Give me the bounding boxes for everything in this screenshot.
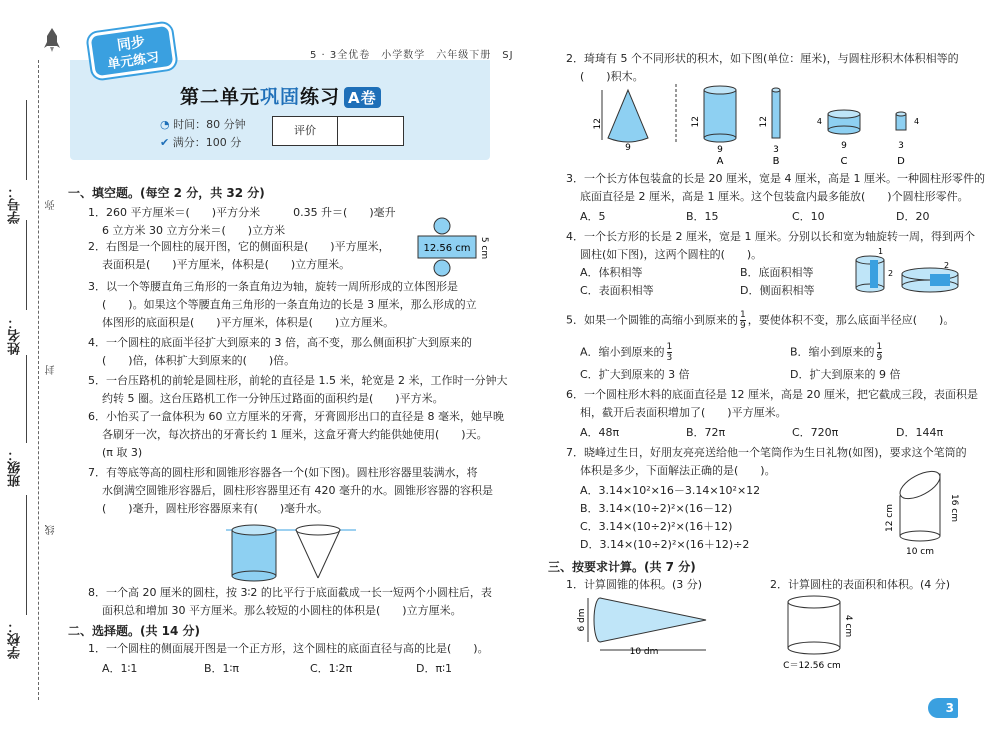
svg-text:C＝12.56 cm: C＝12.56 cm — [783, 661, 841, 671]
question-text: 各刷牙一次，每次挤出的牙膏长约 1 厘米，这盒牙膏大约能供她使用( )天。 — [102, 428, 488, 441]
question-text: 6．一个圆柱形木料的底面直径是 12 厘米，高是 20 厘米，把它截成三段，表面积是 — [566, 388, 978, 401]
option[interactable]: C．扩大到原来的 3 倍 — [580, 368, 690, 381]
question-text: 水倒满空圆锥形容器后，圆柱形容器里还有 420 毫升的水。圆锥形容器的容积是 — [102, 484, 493, 497]
page-title: 第二单元巩固练习 A卷 — [180, 82, 381, 109]
question-text: 2．计算圆柱的表面积和体积。(4 分) — [770, 578, 951, 591]
version-tag: A卷 — [344, 87, 381, 108]
question-text: 6．小怡买了一盒体积为 60 立方厘米的牙膏，牙膏圆形出口的直径是 8 毫米，她早晚 — [88, 410, 504, 423]
question-text: 4．一个长方形的长是 2 厘米，宽是 1 厘米。分别以长和宽为轴旋转一周，得到两个 — [566, 230, 975, 243]
svg-text:4: 4 — [816, 117, 822, 126]
option[interactable]: A．1∶1 — [102, 662, 138, 675]
question-text: 8．一个高 20 厘米的圆柱，按 3∶2 的比平行于底面截成一长一短两个小圆柱后，表 — [88, 586, 492, 599]
svg-text:9: 9 — [717, 145, 723, 155]
question-text: 3．一个长方体包装盒的长是 20 厘米，宽是 4 厘米，高是 1 厘米。一种圆柱形零件的 — [566, 172, 985, 185]
svg-text:12 cm: 12 cm — [885, 503, 895, 533]
svg-text:4: 4 — [914, 117, 920, 126]
page-number: 3 — [928, 698, 958, 718]
net-height-label: 5 cm — [479, 236, 489, 260]
name-label: 姓名： — [8, 316, 23, 355]
svg-text:9: 9 — [841, 141, 847, 151]
svg-text:2: 2 — [944, 261, 950, 270]
seal-mark-2: 封 — [46, 365, 57, 375]
series-label: 5 · 3全优卷 小学数学 六年级下册 SJ — [310, 50, 514, 61]
svg-text:12: 12 — [593, 118, 603, 130]
svg-text:1: 1 — [878, 247, 884, 256]
student-no-field[interactable] — [26, 100, 27, 180]
question-text: 4．一个圆柱的底面半径扩大到原来的 3 倍，高不变，那么侧面积扩大到原来的 — [88, 336, 472, 349]
section-fill-in-title: 一、填空题。(每空 2 分，共 32 分) — [68, 186, 265, 200]
option[interactable]: A．3.14×10²×16－3.14×10²×12 — [580, 484, 761, 497]
net-width-label: 12.56 cm — [423, 243, 471, 254]
svg-text:10 dm: 10 dm — [629, 647, 659, 657]
option[interactable]: D．144π — [896, 426, 944, 439]
option[interactable]: B．缩小到原来的 $\frac{1}{9}$ — [790, 342, 883, 363]
svg-text:D: D — [897, 156, 905, 167]
option[interactable]: D．侧面积相等 — [740, 284, 815, 297]
question-text: 圆柱(如下图)，这两个圆柱的( )。 — [580, 248, 763, 261]
question-text: 约转 5 圈。这台压路机工作一分钟压过路面的面积约是( )平方米。 — [102, 392, 444, 405]
cylinder-net-figure — [412, 216, 492, 280]
question-text: ( )积木。 — [580, 70, 644, 83]
option[interactable]: D．扩大到原来的 9 倍 — [790, 368, 901, 381]
pen-holder-figure — [880, 468, 960, 560]
clock-icon: ◔ — [160, 118, 174, 131]
option[interactable]: B．3.14×(10÷2)²×(16－12) — [580, 502, 733, 515]
svg-text:6 dm: 6 dm — [577, 608, 587, 632]
question-text: 3．以一个等腰直角三角形的一条直角边为轴，旋转一周所形成的立体图形是 — [88, 280, 458, 293]
cylinder-figure — [780, 594, 870, 672]
score-info: ✔ 满分：100 分 — [160, 136, 242, 149]
svg-text:C: C — [840, 156, 848, 167]
question-text: 1．计算圆锥的体积。(3 分) — [566, 578, 703, 591]
svg-text:3: 3 — [773, 145, 779, 155]
question-text: 1．一个圆柱的侧面展开图是一个正方形，这个圆柱的底面直径与高的比是( )。 — [88, 642, 489, 655]
svg-text:10 cm: 10 cm — [905, 547, 935, 557]
svg-text:16 cm: 16 cm — [949, 493, 959, 523]
question-text: 面积总和增加 30 平方厘米。那么较短的小圆柱的体积是( )立方厘米。 — [102, 604, 462, 617]
sync-badge: 同步 单元练习 — [87, 22, 177, 79]
question-text: 6 立方米 30 立方分米＝( )立方米 — [102, 224, 286, 237]
name-field[interactable] — [26, 220, 27, 310]
svg-text:12: 12 — [759, 116, 769, 128]
student-no-label: 学号： — [8, 185, 23, 224]
question-text: 2．右图是一个圆柱的展开图，它的侧面积是( )平方厘米， — [88, 240, 390, 253]
option[interactable]: D．20 — [896, 210, 930, 223]
option[interactable]: C．720π — [792, 426, 839, 439]
binding-dashed-line — [38, 60, 39, 700]
question-text: 底面直径是 2 厘米，高是 1 厘米。这个包装盒内最多能放( )个圆柱形零件。 — [580, 190, 969, 203]
question-text: ( )倍，体积扩大到原来的( )倍。 — [102, 354, 296, 367]
rotated-cylinders-figure — [852, 246, 962, 296]
class-label: 班级： — [8, 448, 23, 487]
school-field[interactable] — [26, 495, 27, 615]
question-text: 7．有等底等高的圆柱形和圆锥形容器各一个(如下图)。圆柱形容器里装满水，将 — [88, 466, 478, 479]
option[interactable]: A．5 — [580, 210, 606, 223]
question-text: 5．一台压路机的前轮是圆柱形，前轮的直径是 1.5 米，轮宽是 2 米，工作时一分钟大 — [88, 374, 508, 387]
question-text: 体积是多少，下面解法正确的是( )。 — [580, 464, 776, 477]
question-text: 2．琦琦有 5 个不同形状的积木，如下图(单位：厘米)，与圆柱形积木体积相等的 — [566, 52, 959, 65]
question-text: 相，截开后表面积增加了( )平方厘米。 — [580, 406, 787, 419]
option[interactable]: A．缩小到原来的 $\frac{1}{3}$ — [580, 342, 673, 363]
option[interactable]: A．48π — [580, 426, 620, 439]
question-text: 7．晓峰过生日，好朋友亮亮送给他一个笔筒作为生日礼物(如图)，要求这个笔筒的 — [566, 446, 967, 459]
option[interactable]: D．π∶1 — [416, 662, 452, 675]
rocket-icon — [46, 28, 58, 52]
time-info: ◔ 时间：80 分钟 — [160, 118, 246, 131]
svg-text:2: 2 — [888, 269, 894, 278]
option[interactable]: C．10 — [792, 210, 825, 223]
question-text: (π 取 3) — [102, 446, 143, 459]
option[interactable]: A．体积相等 — [580, 266, 643, 279]
section-calculation-title: 三、按要求计算。(共 7 分) — [548, 560, 696, 574]
svg-text:A: A — [716, 156, 724, 167]
option[interactable]: C．1∶2π — [310, 662, 353, 675]
svg-text:B: B — [772, 156, 780, 167]
question-text: ( )毫升，圆柱形容器原来有( )毫升水。 — [102, 502, 329, 515]
option[interactable]: B．底面积相等 — [740, 266, 814, 279]
check-icon: ✔ — [160, 136, 173, 149]
section-choice-title: 二、选择题。(共 14 分) — [68, 624, 201, 638]
svg-text:12: 12 — [691, 116, 701, 128]
option[interactable]: D．3.14×(10÷2)²×(16＋12)÷2 — [580, 538, 750, 551]
svg-text:9: 9 — [625, 143, 631, 153]
svg-text:4 cm: 4 cm — [843, 614, 853, 638]
svg-text:3: 3 — [898, 141, 904, 151]
seal-mark-1: 弥 — [46, 200, 57, 210]
cone-figure — [574, 592, 724, 658]
cylinder-cone-figure — [226, 522, 356, 586]
school-label: 学校： — [8, 620, 23, 659]
evaluation-box[interactable]: 评价 — [272, 116, 404, 146]
question-text: 5．如果一个圆锥的高缩小到原来的 $\frac{1}{9}$ ，要使体积不变，那么底面半径应( )。 — [566, 310, 955, 331]
option[interactable]: C．3.14×(10÷2)²×(16＋12) — [580, 520, 733, 533]
question-text: ( )。如果这个等腰直角三角形的一条直角边的长是 3 厘米，那么形成的立 — [102, 298, 477, 311]
option[interactable]: C．表面积相等 — [580, 284, 654, 297]
question-text: 1．260 平方厘米＝( )平方分米 0.35 升＝( )毫升 — [88, 206, 396, 219]
question-text: 体图形的底面积是( )平方厘米，体积是( )立方厘米。 — [102, 316, 395, 329]
class-field[interactable] — [26, 355, 27, 443]
seal-mark-3: 线 — [46, 525, 57, 535]
option[interactable]: B．1∶π — [204, 662, 240, 675]
option[interactable]: B．15 — [686, 210, 719, 223]
blocks-figure — [593, 84, 926, 168]
question-text: 表面积是( )平方厘米，体积是( )立方厘米。 — [102, 258, 351, 271]
option[interactable]: B．72π — [686, 426, 726, 439]
